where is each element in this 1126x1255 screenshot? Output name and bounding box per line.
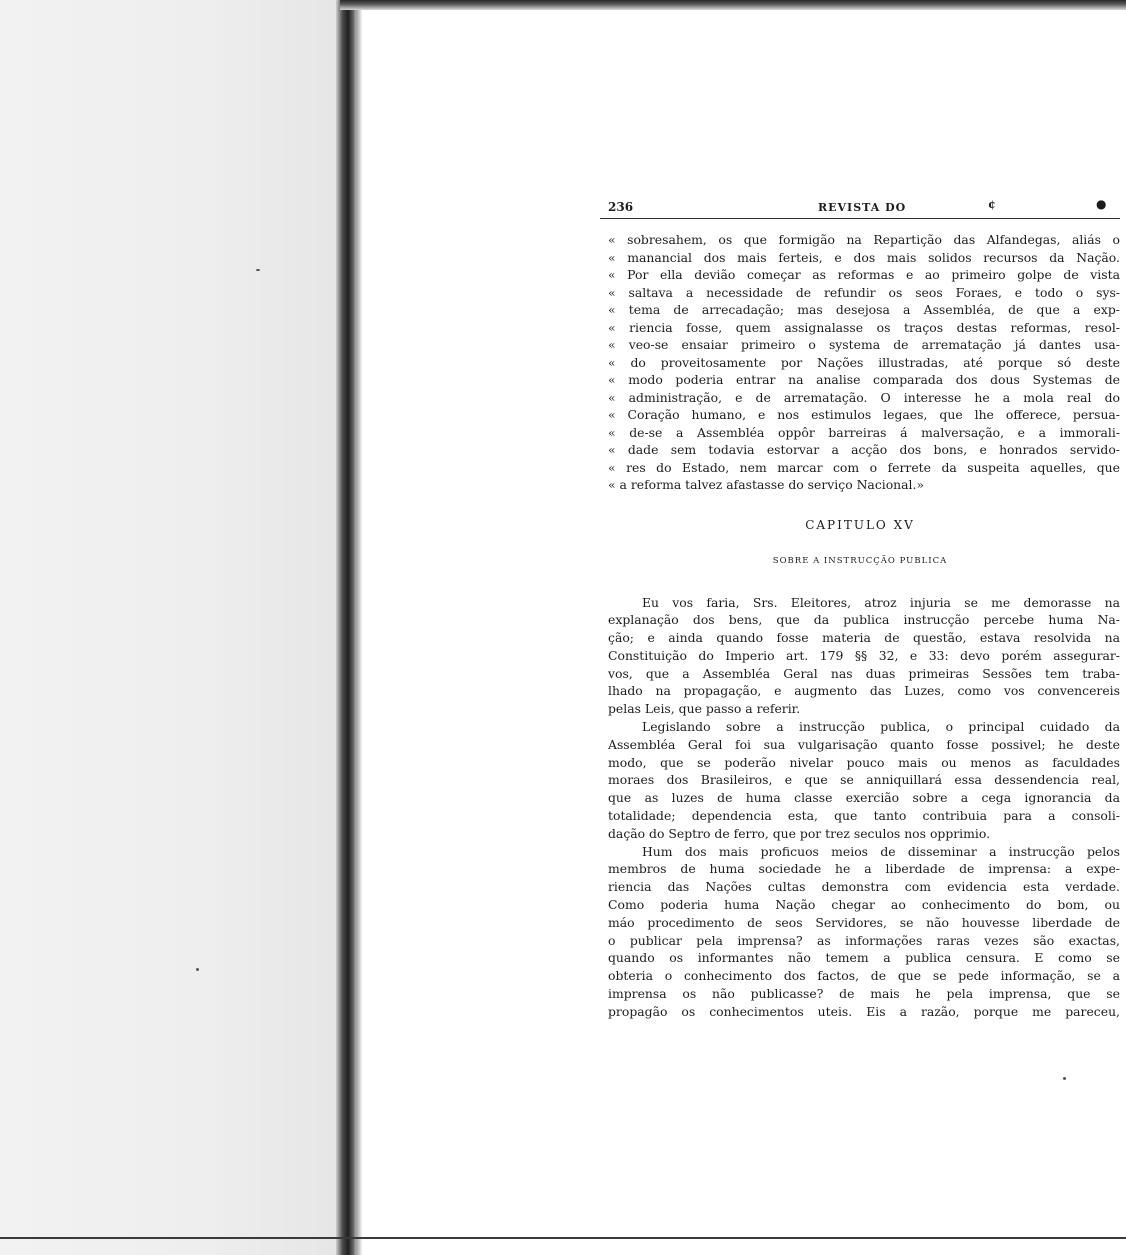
paragraph-line: máo procedimento de seos Servidores, se não houvesse liberdade de [608, 914, 1120, 930]
quote-line: « dade sem todavia estorvar a acção dos bons, e honrados servido- [608, 442, 1120, 457]
chapter-heading: CAPITULO XV [805, 517, 915, 532]
paragraph [608, 843, 1120, 1021]
paragraph-line: vos, que a Assembléa Geral nas duas primeiras Sessões tem traba- [608, 665, 1120, 681]
paragraph-line: moraes dos Brasileiros, e que se anniquillará essa dessendencia real, [608, 772, 1120, 788]
chapter-subtitle: SOBRE A INSTRUCÇÃO PUBLICA [772, 555, 948, 566]
running-title: REVISTA DO [818, 201, 907, 214]
paragraph-line: o publicar pela imprensa? as informações raras vezes são exactas, [608, 932, 1120, 948]
facing-page-blank [0, 0, 340, 1255]
scan-speck [196, 968, 199, 971]
paragraph-line: Assembléa Geral foi sua vulgarisação quanto fosse possivel; he deste [608, 736, 1120, 752]
paragraph-line: ção; e ainda quando fosse materia de questão, estava resolvida na [608, 630, 1120, 646]
paragraph-line: membros de huma sociedade he a liberdade de imprensa: a expe- [608, 861, 1120, 877]
book-gutter-shadow [336, 0, 358, 1255]
paragraph-line: explanação dos bens, que da publica instrucção percebe huma Na- [608, 612, 1120, 628]
gutter-highlight [356, 0, 362, 1255]
paragraph-line: Hum dos mais proficuos meios de disseminar a instrucção pelos [642, 843, 1120, 859]
paragraph-line: Legislando sobre a instrucção publica, o principal cuidado da [642, 719, 1120, 735]
paragraph-line: modo, que se poderão nivelar pouco mais ou menos as faculdades [608, 754, 1120, 770]
quote-line: « sobresahem, os que formigão na Repartição das Alfandegas, aliás o [608, 232, 1120, 247]
quote-line: « tema de arrecadação; mas desejosa a Assembléa, de que a exp- [608, 302, 1120, 317]
page-top-edge [340, 0, 1126, 10]
quote-line: « do proveitosamente por Nações illustradas, até porque só deste [608, 354, 1120, 370]
paragraph-line: totalidade; dependencia esta, que tanto contribuia para a consoli- [608, 808, 1120, 824]
quote-line: « administração, e de arrematação. O interesse he a mola real do [608, 389, 1120, 405]
paragraph-line: imprensa os não publicasse? de mais he pela imprensa, que se [608, 986, 1120, 1002]
quote-line: « modo poderia entrar na analise comparada dos dous Systemas de [608, 372, 1120, 387]
paragraph-line: Eu vos faria, Srs. Eleitores, atroz injuria se me demorasse na [642, 594, 1120, 610]
paragraph-line: obteria o conhecimento dos factos, de que se pede informação, se a [608, 968, 1120, 984]
quote-line: « Coração humano, e nos estimulos legaes, que lhe offerece, persua- [608, 407, 1120, 422]
quote-line: « res do Estado, nem marcar com o ferrete da suspeita aquelles, que [608, 459, 1120, 475]
header-mark-right: ● [1096, 197, 1107, 211]
paragraph-line: propagão os conhecimentos uteis. Eis a razão, porque me pareceu, [608, 1003, 1120, 1019]
paragraph [608, 718, 1120, 843]
paragraph-line: quando os informantes não temem a publica censura. E como se [608, 950, 1120, 966]
page-bottom-edge [0, 1237, 1126, 1239]
paragraph [608, 594, 1120, 719]
quote-line: « Por ella devião começar as reformas e ao primeiro golpe de vista [608, 267, 1120, 282]
page-number: 236 [608, 200, 634, 214]
paragraph-line: lhado na propagação, e augmento das Luzes, como vos convencereis [608, 683, 1120, 699]
paragraph-line: pelas Leis, que passo a referir. [608, 701, 801, 717]
paragraph-line: riencia das Nações cultas demonstra com evidencia esta verdade. [608, 879, 1120, 895]
paragraph-line: que as luzes de huma classe exercião sobre a cega ignorancia da [608, 790, 1120, 806]
quote-line: « a reforma talvez afastasse do serviço Nacional.» [608, 477, 925, 492]
header-mark-left: ¢ [988, 198, 996, 211]
quote-line: « veo-se ensaiar primeiro o systema de arrematação já dantes usa- [608, 337, 1120, 352]
running-header [600, 196, 1120, 219]
paragraph-line: dação do Septro de ferro, que por trez seculos nos opprimio. [608, 825, 991, 841]
chapter-body [608, 594, 1120, 1021]
quote-line: « de-se a Assembléa oppôr barreiras á malversação, e a immorali- [608, 424, 1120, 440]
paragraph-line: Constituição do Imperio art. 179 §§ 32, e 33: devo porém assegurar- [608, 647, 1120, 663]
quoted-passage [608, 231, 1120, 494]
quote-line: « manancial dos mais ferteis, e dos mais solidos recursos da Nação. [608, 249, 1120, 265]
quote-line: « saltava a necessidade de refundir os seos Foraes, e todo o sys- [608, 284, 1120, 300]
scan-speck [256, 269, 260, 271]
document-page [600, 196, 1120, 1096]
paragraph-line: Como poderia huma Nação chegar ao conhecimento do bom, ou [608, 897, 1120, 913]
quote-line: « riencia fosse, quem assignalasse os traços destas reformas, resol- [608, 319, 1120, 335]
